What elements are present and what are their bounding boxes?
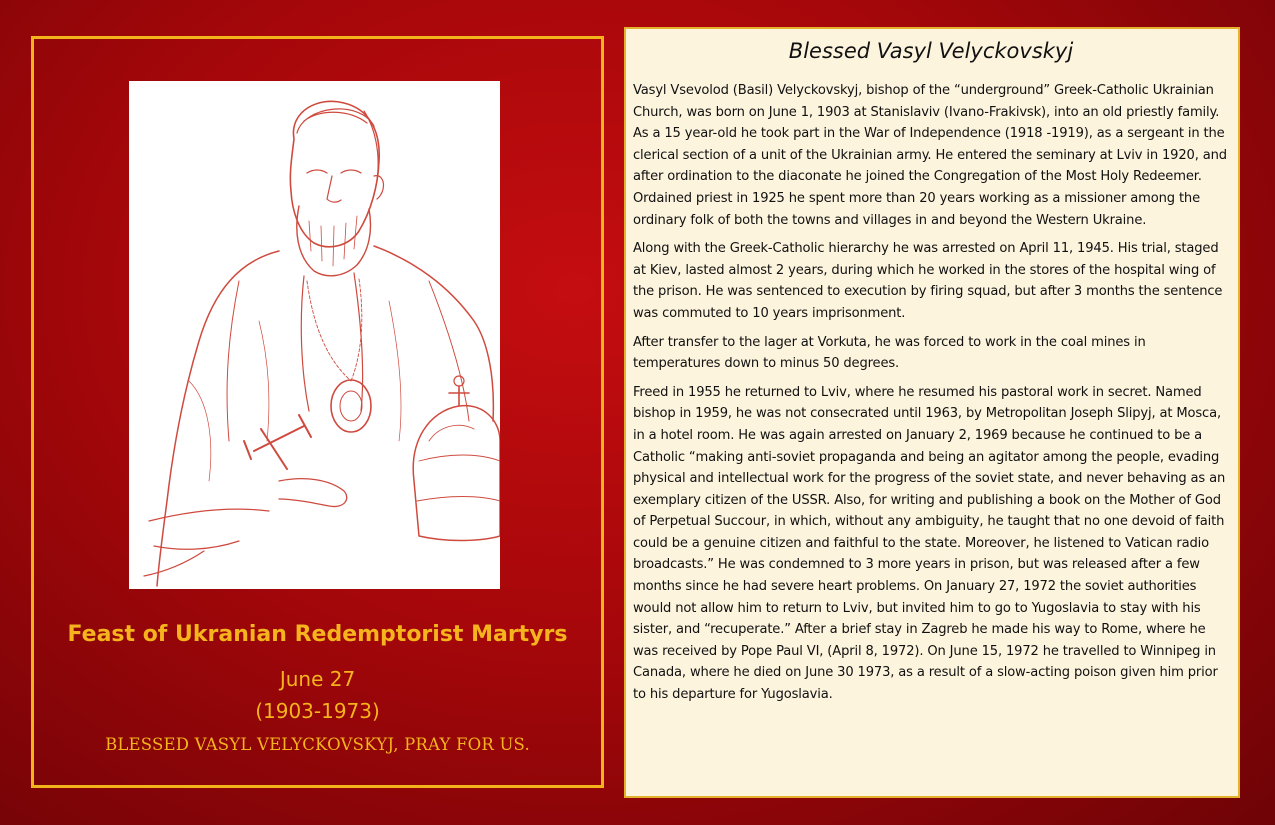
prayer-line: BLESSED VASYL VELYCKOVSKYJ, PRAY FOR US. <box>105 735 530 754</box>
feast-years: (1903-1973) <box>255 699 380 723</box>
portrait-sketch <box>129 81 500 589</box>
biography-panel <box>624 27 1240 798</box>
biography-paragraph: Freed in 1955 he returned to Lviv, where he resumed his pastoral work in secret. Named bishop in 1959, he was not consecrated until 1963, by Metropolitan Joseph Slipyj, at Mosca, in a hotel room. He was again arrested on January 2, 1969 because he continued to be a Catholic “making anti-soviet propaganda and being an agitator among the people, evading physical and intellectual work for the progress of the soviet state, and never behaving as an exemplary citizen of the USSR. Also, for writing and publishing a book on the Mother of God of Perpetual Succour, in which, without any ambiguity, he taught that no one devoid of faith could be a genuine citizen and faithful to the state. Moreover, he listened to Vatican radio broadcasts.” He was condemned to 3 more years in prison, but was released after a few months since he had severe heart problems. On January 27, 1972 the soviet authorities would not allow him to return to Lviv, but invited him to go to Yugoslavia to stay with his sister, and “recuperate.” After a brief stay in Zagreb he made his way to Rome, where he was received by Pope Paul VI, (April 8, 1972). On June 15, 1972 he travelled to Winnipeg in Canada, where he died on June 30 1973, as a result of a slow-acting poison given him prior to his departure for Yugoslavia. <box>633 384 1226 703</box>
biography-paragraph: Vasyl Vsevolod (Basil) Velyckovskyj, bishop of the “underground” Greek-Catholic Ukrainian Church, was born on June 1, 1903 at Stanislaviv (Ivano-Frakivsk), into an old priestly family. As a 15 year-old he took part in the War of Independence (1918 -1919), as a sergeant in the clerical section of a unit of the Ukrainian army. He entered the seminary at Lviv in 1920, and after ordination to the diaconate he joined the Congregation of the Most Holy Redeemer. Ordained priest in 1925 he spent more than 20 years working as a missioner among the ordinary folk of both the towns and villages in and beyond the Western Ukraine. <box>633 83 1227 228</box>
biography-paragraph: After transfer to the lager at Vorkuta, he was forced to work in the coal mines in temperatures down to minus 50 degrees. <box>633 334 1146 372</box>
feast-date: June 27 <box>279 667 356 691</box>
biography-paragraph: Along with the Greek-Catholic hierarchy he was arrested on April 11, 1945. His trial, staged at Kiev, lasted almost 2 years, during which he worked in the stores of the hospital wing of the prison. He was sentenced to execution by firing squad, but after 3 months the sentence was commuted to 10 years imprisonment. <box>633 241 1223 321</box>
feast-title: Feast of Ukranian Redemptorist Martyrs <box>67 622 568 647</box>
biography-title: Blessed Vasyl Velyckovskyj <box>788 39 1074 63</box>
